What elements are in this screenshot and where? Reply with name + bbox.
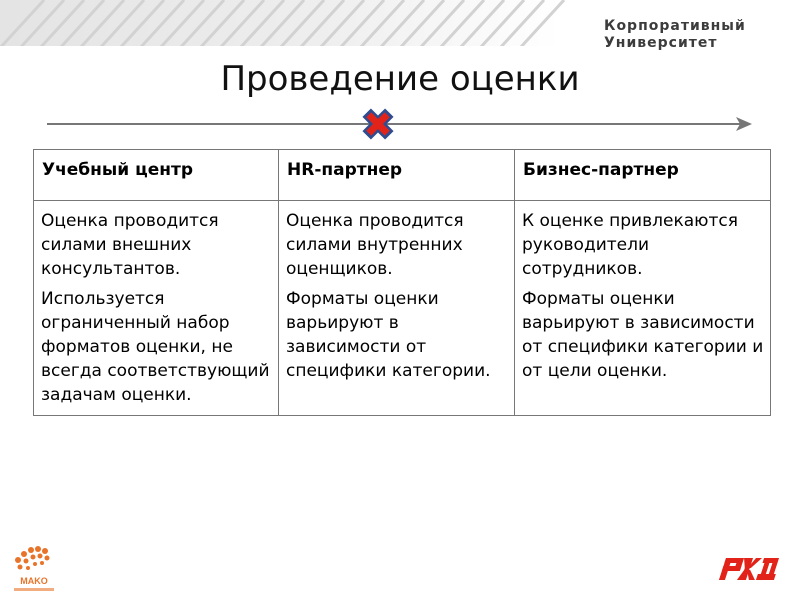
- header-training-center: Учебный центр: [34, 150, 279, 201]
- rzd-logo: [716, 552, 782, 584]
- org-title-line1: Корпоративный: [604, 18, 746, 34]
- slide-title: Проведение оценки: [220, 59, 580, 99]
- header-hr-partner: HR-партнер: [279, 150, 515, 201]
- header-business-partner: Бизнес-партнер: [515, 150, 771, 201]
- cell-paragraph: Используется ограниченный набор форматов оценки, не всегда соответствующий задачам оценки.: [41, 289, 270, 405]
- header-banner: [0, 0, 800, 50]
- cell-paragraph: Оценка проводится силами внешних консультантов.: [41, 211, 219, 279]
- table-header-row: [34, 150, 771, 201]
- org-title-line2: Университет: [604, 35, 718, 50]
- cell-training-center: [34, 201, 279, 416]
- org-title: [604, 18, 774, 50]
- timeline: [0, 100, 800, 150]
- cell-paragraph: Форматы оценки варьируют в зависимости от специфики категории.: [286, 289, 491, 381]
- table-row: [34, 201, 771, 416]
- cell-paragraph: К оценке привлекаются руководители сотрудников.: [522, 211, 738, 279]
- cell-paragraph: Форматы оценки варьируют в зависимости от специфики категории и от цели оценки.: [522, 289, 764, 381]
- comparison-table: [33, 149, 771, 416]
- mako-logo-text: MAKO: [20, 576, 48, 586]
- mako-logo: [6, 540, 62, 596]
- cell-hr-partner: [279, 201, 515, 416]
- cell-business-partner: [515, 201, 771, 416]
- cell-paragraph: Оценка проводится силами внутренних оценщиков.: [286, 211, 464, 279]
